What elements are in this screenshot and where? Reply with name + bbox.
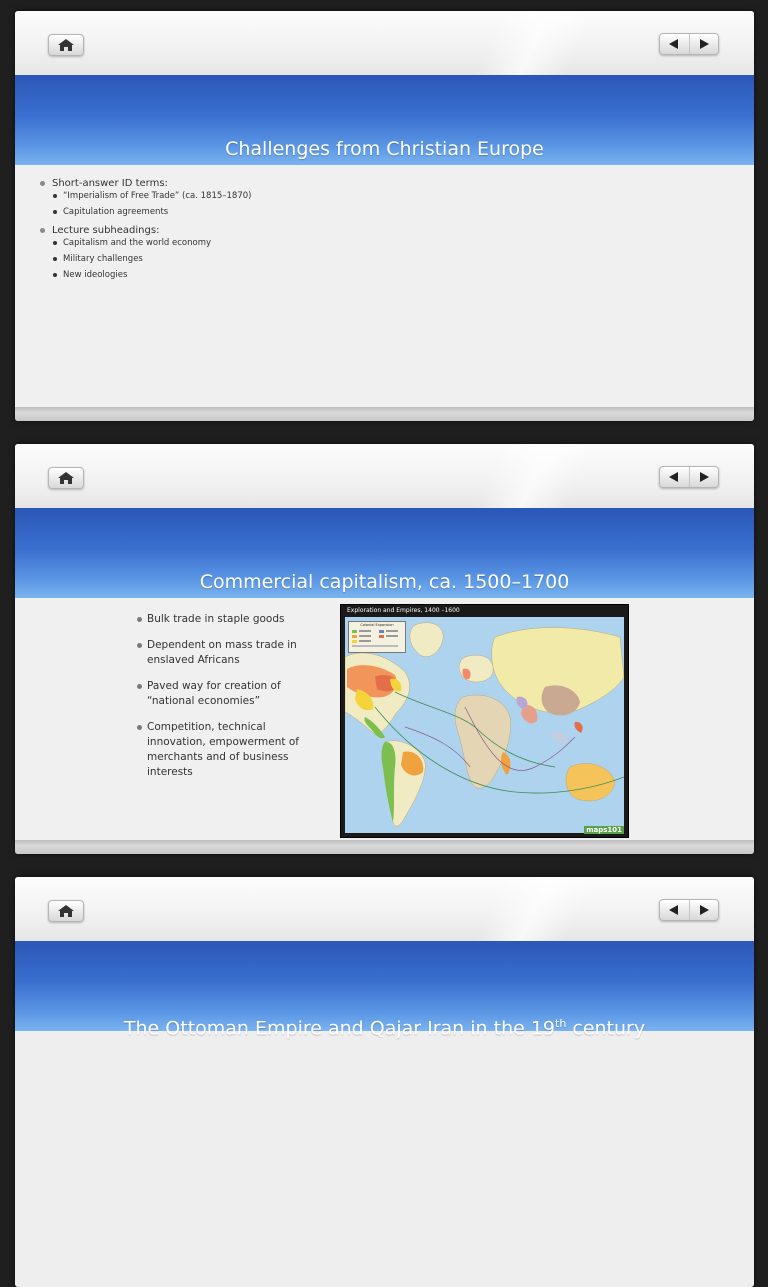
map-legend: Colonial Expansion (348, 621, 406, 653)
prev-slide-button[interactable] (660, 467, 689, 487)
slide-title: The Ottoman Empire and Qajar Iran in the 19th century (123, 1016, 646, 1039)
slide-toolbar (15, 444, 754, 508)
sub-list (52, 238, 251, 280)
slide-bottom-bar (15, 840, 754, 854)
bullet-list (137, 612, 307, 791)
slide-nav (659, 466, 719, 488)
next-slide-button[interactable] (689, 34, 719, 54)
slide-3 (15, 877, 754, 1287)
prev-slide-button[interactable] (660, 900, 689, 920)
slide-nav (659, 899, 719, 921)
list-item: Military challenges (52, 254, 251, 264)
next-slide-button[interactable] (689, 900, 719, 920)
slide-toolbar (15, 11, 754, 75)
slide-content (15, 598, 754, 840)
list-item: Paved way for creation of “national economies” (137, 679, 307, 709)
list-item: Competition, technical innovation, empowerment of merchants and of business interests (137, 720, 307, 780)
home-icon (58, 472, 74, 484)
home-icon (58, 905, 74, 917)
triangle-left-icon (669, 905, 679, 915)
list-item: Capitulation agreements (52, 207, 251, 217)
slide-1 (15, 11, 754, 421)
slide-bottom-bar (15, 407, 754, 421)
exploration-map-image (340, 604, 629, 838)
bullet-list (40, 178, 251, 288)
triangle-left-icon (669, 39, 679, 49)
list-item: Short-answer ID terms: “Imperialism of Free Trade” (ca. 1815–1870) Capitulation agreements (40, 178, 251, 217)
slide-title-banner (15, 75, 754, 165)
prev-slide-button[interactable] (660, 34, 689, 54)
slide-title-banner (15, 508, 754, 598)
list-item: “Imperialism of Free Trade” (ca. 1815–1870) (52, 191, 251, 201)
triangle-right-icon (699, 472, 709, 482)
list-item: Bulk trade in staple goods (137, 612, 307, 627)
home-button[interactable] (48, 467, 84, 489)
list-item: Lecture subheadings: Capitalism and the world economy Military challenges New ideologies (40, 225, 251, 280)
map-title: Exploration and Empires, 1400 –1600 (347, 607, 460, 614)
slide-nav (659, 33, 719, 55)
slide-toolbar (15, 877, 754, 941)
slide-title: Challenges from Christian Europe (225, 138, 544, 160)
list-item: New ideologies (52, 270, 251, 280)
sub-list (52, 191, 251, 217)
home-button[interactable] (48, 900, 84, 922)
home-icon (58, 39, 74, 51)
slide-2 (15, 444, 754, 854)
triangle-right-icon (699, 905, 709, 915)
triangle-right-icon (699, 39, 709, 49)
slide-title-banner (15, 941, 754, 1039)
world-map (345, 617, 624, 833)
maps101-logo: maps101 (586, 826, 622, 834)
slide-content (15, 165, 754, 407)
next-slide-button[interactable] (689, 467, 719, 487)
slide-title: Commercial capitalism, ca. 1500–1700 (199, 571, 570, 593)
list-item: Dependent on mass trade in enslaved Africans (137, 638, 307, 668)
home-button[interactable] (48, 34, 84, 56)
list-item: Capitalism and the world economy (52, 238, 251, 248)
triangle-left-icon (669, 472, 679, 482)
